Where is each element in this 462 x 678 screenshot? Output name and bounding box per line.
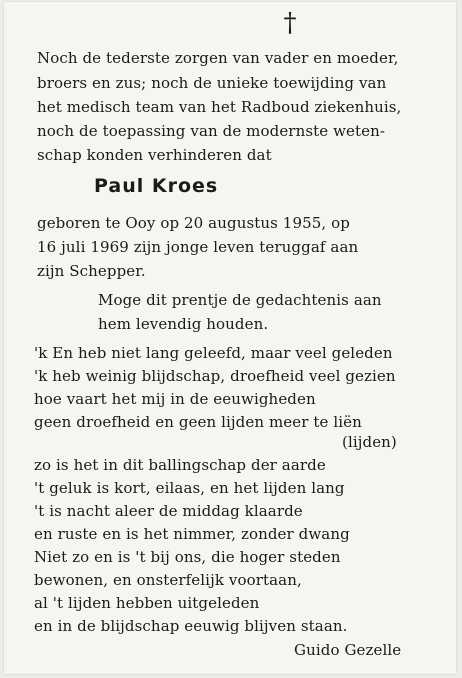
memorial-card (4, 2, 456, 674)
poem-author: Guido Gezelle (294, 641, 402, 659)
poem-line: en in de blijdschap eeuwig blijven staan. (34, 617, 348, 635)
birth-line: 16 juli 1969 zijn jonge leven teruggaf aan (37, 238, 359, 256)
poem-line: 't is nacht aleer de middag klaarde (34, 502, 303, 520)
poem-line: hoe vaart het mij in de eeuwigheden (34, 390, 316, 408)
poem-line: 'k heb weinig blijdschap, droefheid veel gezien (34, 367, 396, 385)
memory-line: Moge dit prentje de gedachtenis aan (98, 291, 382, 309)
intro-line: Noch de tederste zorgen van vader en moeder, (37, 49, 399, 67)
birth-line: geboren te Ooy op 20 augustus 1955, op (37, 214, 350, 232)
memory-line: hem levendig houden. (98, 315, 269, 333)
intro-line: broers en zus; noch de unieke toewijding van (37, 74, 387, 92)
birth-line: zijn Schepper. (37, 262, 146, 280)
cross-icon: † (283, 8, 297, 38)
poem-line: en ruste en is het nimmer, zonder dwang (34, 525, 350, 543)
poem-line: zo is het in dit ballingschap der aarde (34, 456, 326, 474)
poem-line-continuation: (lijden) (342, 433, 397, 451)
intro-line: het medisch team van het Radboud ziekenhuis, (37, 98, 402, 116)
intro-line: noch de toepassing van de modernste weten- (37, 122, 386, 140)
poem-line: Niet zo en is 't bij ons, die hoger steden (34, 548, 341, 566)
poem-line: al 't lijden hebben uitgeleden (34, 594, 260, 612)
deceased-name: Paul Kroes (94, 175, 219, 197)
poem-line: 't geluk is kort, eilaas, en het lijden lang (34, 479, 345, 497)
poem-line: bewonen, en onsterfelijk voortaan, (34, 571, 302, 589)
poem-line: geen droefheid en geen lijden meer te liën (34, 413, 362, 431)
poem-line: 'k En heb niet lang geleefd, maar veel geleden (34, 344, 393, 362)
intro-line: schap konden verhinderen dat (37, 146, 272, 164)
